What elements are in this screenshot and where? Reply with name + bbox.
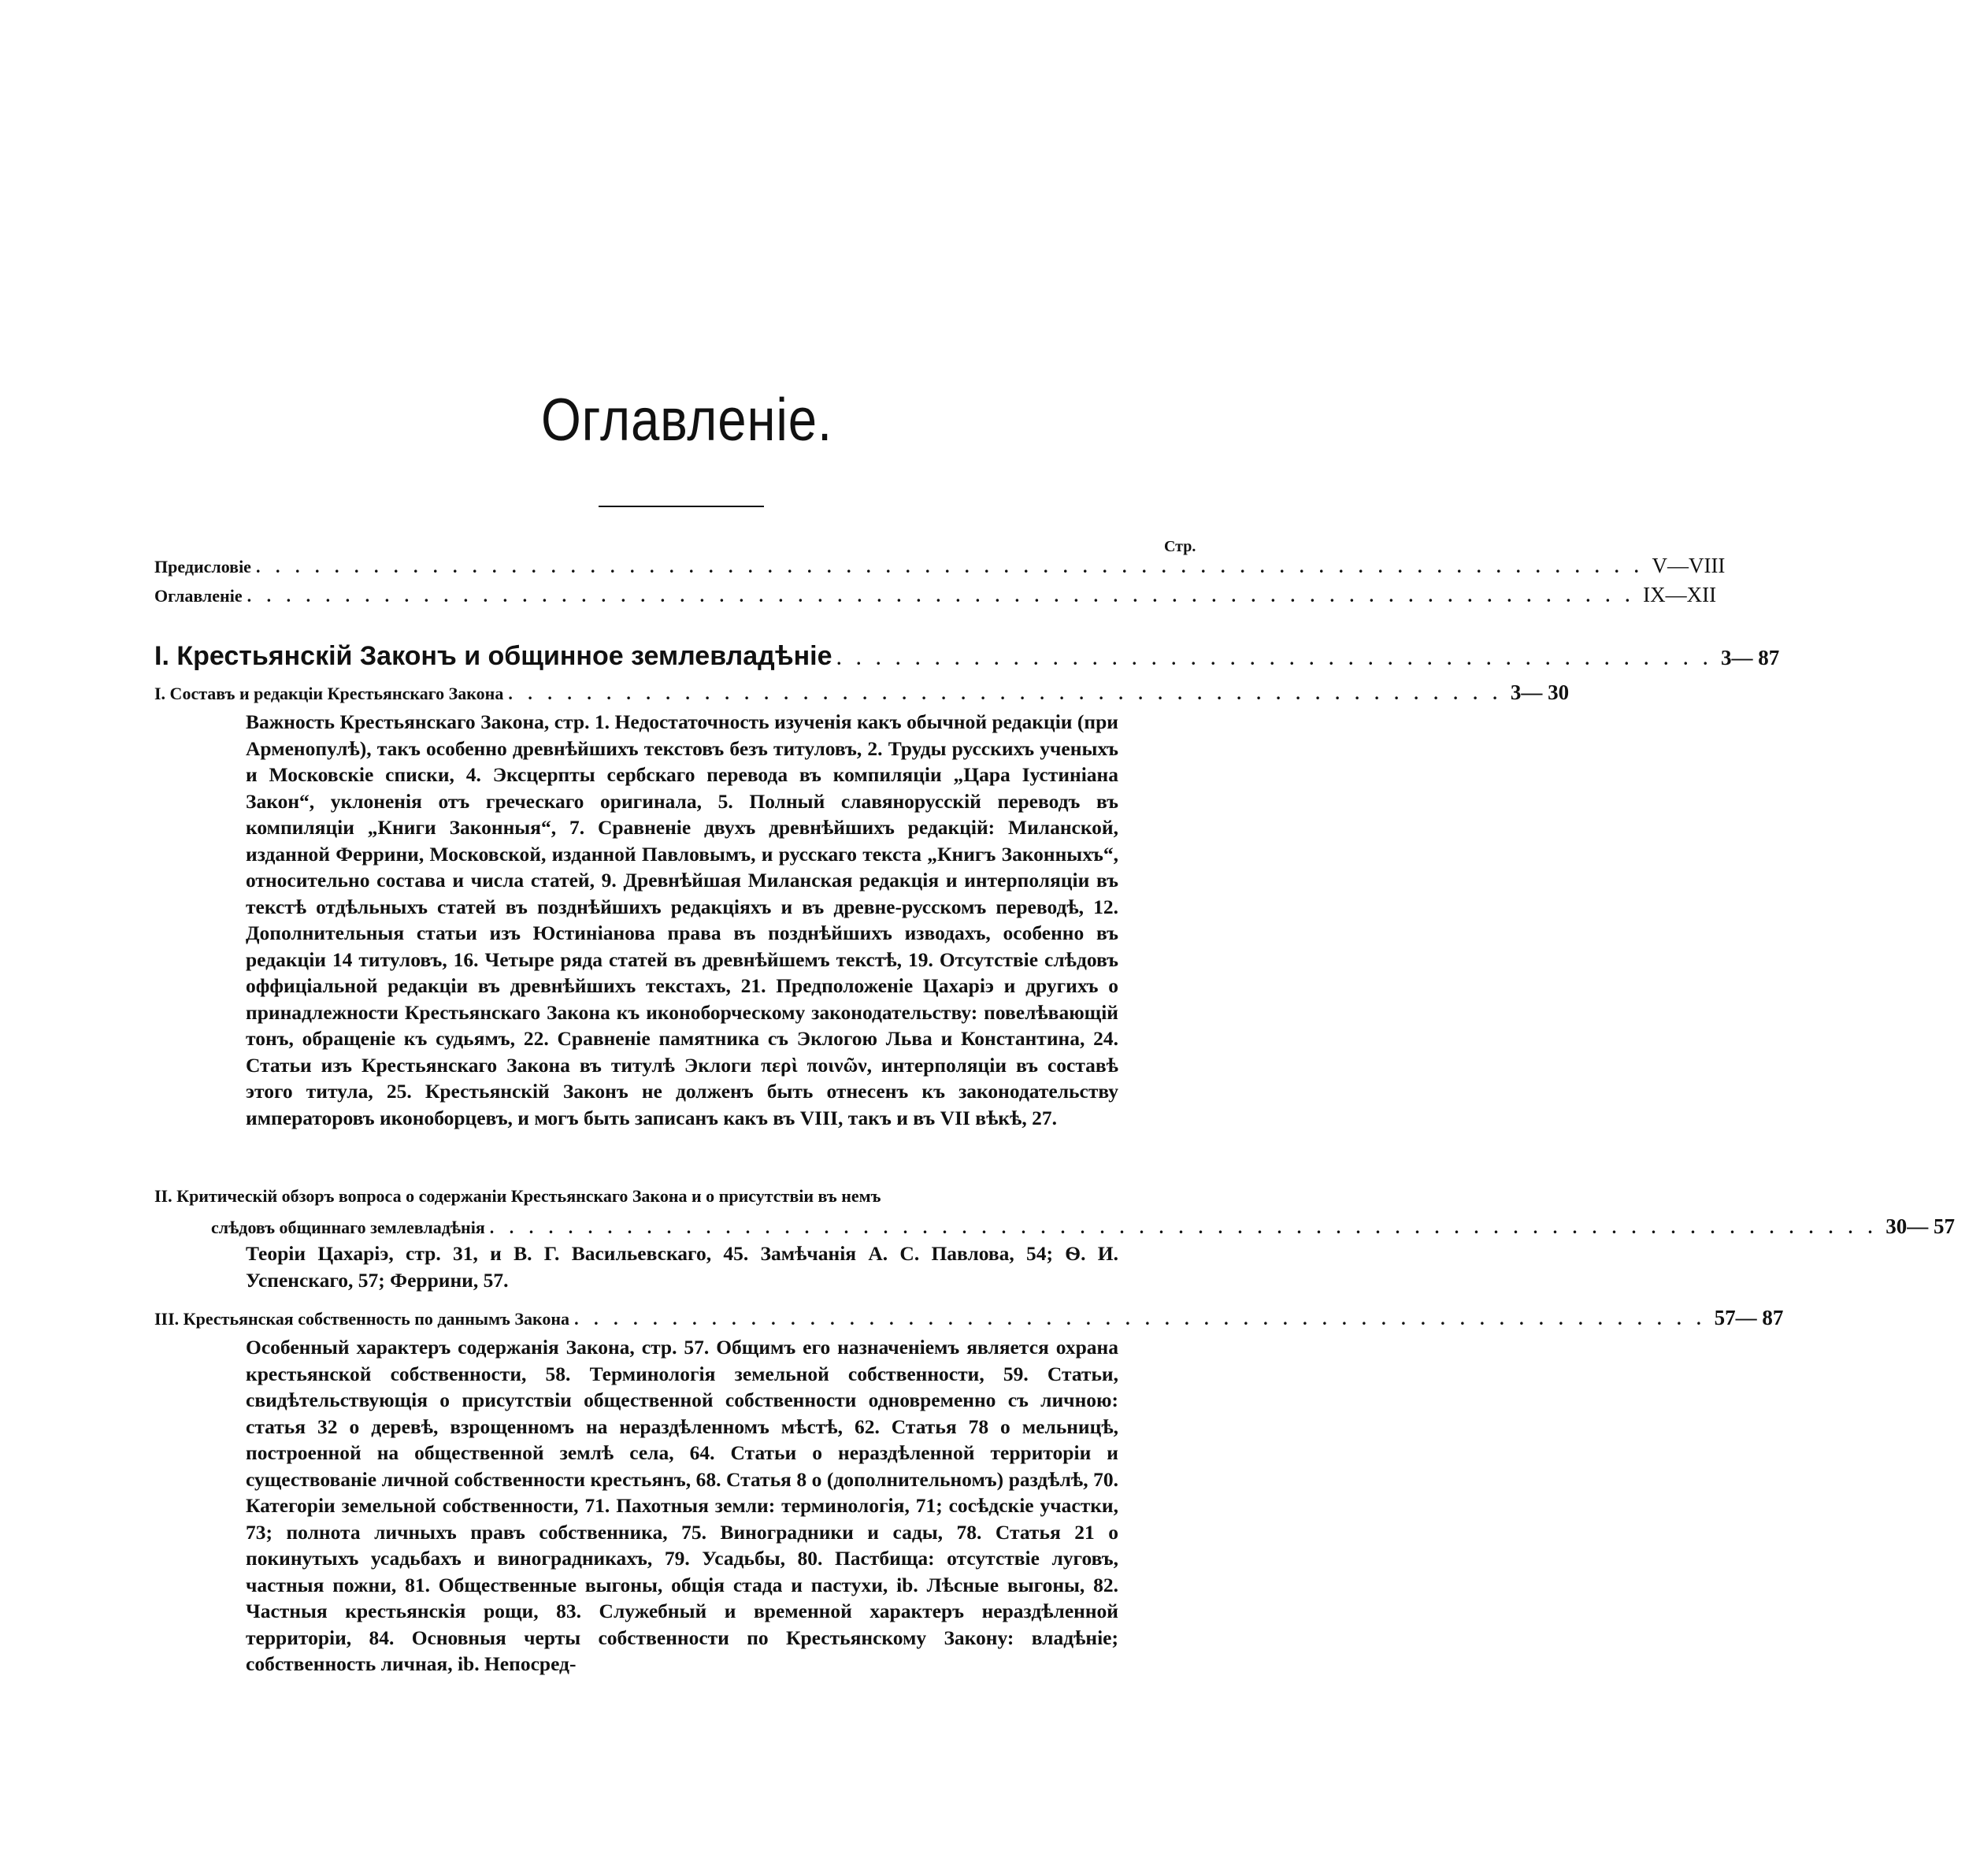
leader-dots: . . . . . . . . . . . . . . . . . . . . . . . . . . . . . . . . . . . . . . . . . . . . . . . . . . . . . . . . . . . . . . . . . . . . . . .: [489, 1218, 1878, 1237]
leader-dots: . . . . . . . . . . . . . . . . . . . . . . . . . . . . . . . . . . . . . . . . . . . . . . . . . . . . . . . . . .: [574, 1309, 1707, 1329]
toc-section-label: слѣдовъ общиннаго землевладѣнія: [211, 1218, 485, 1237]
toc-entry-label: Предисловіе: [154, 557, 251, 577]
toc-section-summary: Важность Крестьянскаго Закона, стр. 1. Недостаточность изученія какъ обычной редакціи (при Арменопулѣ), такъ особенно древнѣйшихъ текстовъ безъ титуловъ, 2. Труды русскихъ ученыхъ и Московскіе списки, 4. Эксцерпты сербскаго перевода въ компиляціи „Цара Іустиніана Закон“, уклоненія отъ греческаго оригинала, 5. Полный славянорусскій переводъ въ компиляціи „Книги Законныя“, 7. Сравненіе двухъ древнѣйшихъ редакцій: Миланской, изданной Феррини, Московской, изданной Павловымъ, и русскаго текста „Книгъ Законныхъ“, относительно состава и числа статей, 9. Древнѣйшая Миланская редакція и интерполяціи въ текстѣ отдѣльныхъ статей въ позднѣйшихъ редакціяхъ и въ древне-русскомъ переводѣ, 12. Дополнительныя статьи изъ Юстиніанова права въ позднѣйшихъ изводахъ, особенно въ редакціи 14 титуловъ, 16. Четыре ряда статей въ древнѣйшемъ текстѣ, 19. Отсутствіе слѣдовъ оффиціальной редакціи въ древнѣйшихъ текстахъ, 21. Предположеніе Цахаріэ и другихъ о принадлежности Крестьянскаго Закона къ иконоборческому законодательству: повелѣвающій тонъ, обращеніе къ судьямъ, 22. Сравненіе памятника съ Эклогою Льва и Константина, 24. Статьи изъ Крестьянскаго Закона въ титулѣ Эклоги περὶ ποινῶν, интерполяціи въ составѣ этого титула, 25. Крестьянскій Законъ не долженъ быть отнесенъ къ законодательству императоровъ иконоборцевъ, и могъ быть записанъ какъ въ VIII, такъ и въ VII вѣкѣ, 27.: [246, 710, 1118, 1129]
toc-section-pages: 30— 57: [1885, 1214, 1955, 1238]
toc-section-1: [154, 680, 1570, 705]
toc-entry-contents: [154, 583, 1717, 607]
toc-section-2: [211, 1214, 1955, 1239]
page-title: Оглавленіе.: [540, 387, 833, 454]
toc-entry-label: Оглавленіе: [154, 586, 243, 606]
leader-dots: . . . . . . . . . . . . . . . . . . . . . . . . . . . . . . . . . . . . . . . . . . . . . . . . . . .: [508, 684, 1503, 703]
toc-part-pages: 3— 87: [1721, 646, 1780, 669]
toc-entry-preface: [154, 554, 1726, 578]
toc-section-label: III. Крестьянская собственность по даннымъ Закона: [154, 1309, 570, 1329]
toc-section-3: [154, 1306, 1784, 1330]
toc-section-2-label-line1: II. Критическій обзоръ вопроса о содержаніи Крестьянскаго Закона и о присутствіи въ немъ: [154, 1186, 881, 1206]
leader-dots: . . . . . . . . . . . . . . . . . . . . . . . . . . . . . . . . . . . . . . . . . . . . . . . . . . . . . . . . . . . . . . . . . . . . . . .: [255, 557, 1644, 577]
title-divider: [599, 506, 764, 507]
toc-section-summary: Особенный характеръ содержанія Закона, стр. 57. Общимъ его назначеніемъ является охрана крестьянской собственности, 58. Терминологія земельной собственности, 59. Статьи, свидѣтельствующія о присутствіи общественной собственности одновременно съ личною: статья 32 о деревѣ, взрощенномъ на нераздѣленномъ мѣстѣ, 62. Статья 78 о мельницѣ, построенной на общественной землѣ села, 64. Статьи о нераздѣленной территоріи и существованіе личной собственности крестьянъ, 68. Статья 8 о (дополнительномъ) раздѣлѣ, 70. Категоріи земельной собственности, 71. Пахотныя земли: терминологія, 71; сосѣдскіе участки, 73; полнота личныхъ правъ собственника, 75. Виноградники и сады, 78. Статья 21 о покинутыхъ усадьбахъ и виноградникахъ, 79. Усадьбы, 80. Пастбища: отсутствіе луговъ, частныя пожни, 81. Общественные выгоны, общія стада и пастухи, ib. Лѣсные выгоны, 82. Частныя крестьянскія рощи, 83. Служебный и временной характеръ нераздѣленной территоріи, 84. Основныя черты собственности по Крестьянскому Закону: владѣніе; собственность личная, ib. Непосред-: [246, 1336, 1118, 1675]
toc-section-pages: 3— 30: [1510, 680, 1570, 704]
pages-column-header: Стр.: [1164, 538, 1196, 555]
toc-entry-pages: IX—XII: [1643, 583, 1717, 606]
toc-section-label: I. Составъ и редакціи Крестьянскаго Закона: [154, 684, 504, 703]
leader-dots: . . . . . . . . . . . . . . . . . . . . . . . . . . . . . . . . . . . . . . . . . . . . . . . . . . . . . . . . . . . . . . . . . . . . . . .: [247, 586, 1636, 606]
toc-section-summary: Теоріи Цахаріэ, стр. 31, и В. Г. Васильевскаго, 45. Замѣчанія А. С. Павлова, 54; Ѳ. И. Успенскаго, 57; Феррини, 57.: [246, 1242, 1118, 1292]
leader-dots: . . . . . . . . . . . . . . . . . . . . . . . . . . . . . . . . . . . . . . . . . . . . .: [836, 649, 1714, 669]
toc-part-1: [154, 641, 1780, 672]
toc-part-label: I. Крестьянскій Законъ и общинное землевладѣніе: [154, 641, 832, 671]
toc-entry-pages: V—VIII: [1652, 554, 1726, 577]
toc-section-pages: 57— 87: [1714, 1306, 1784, 1329]
